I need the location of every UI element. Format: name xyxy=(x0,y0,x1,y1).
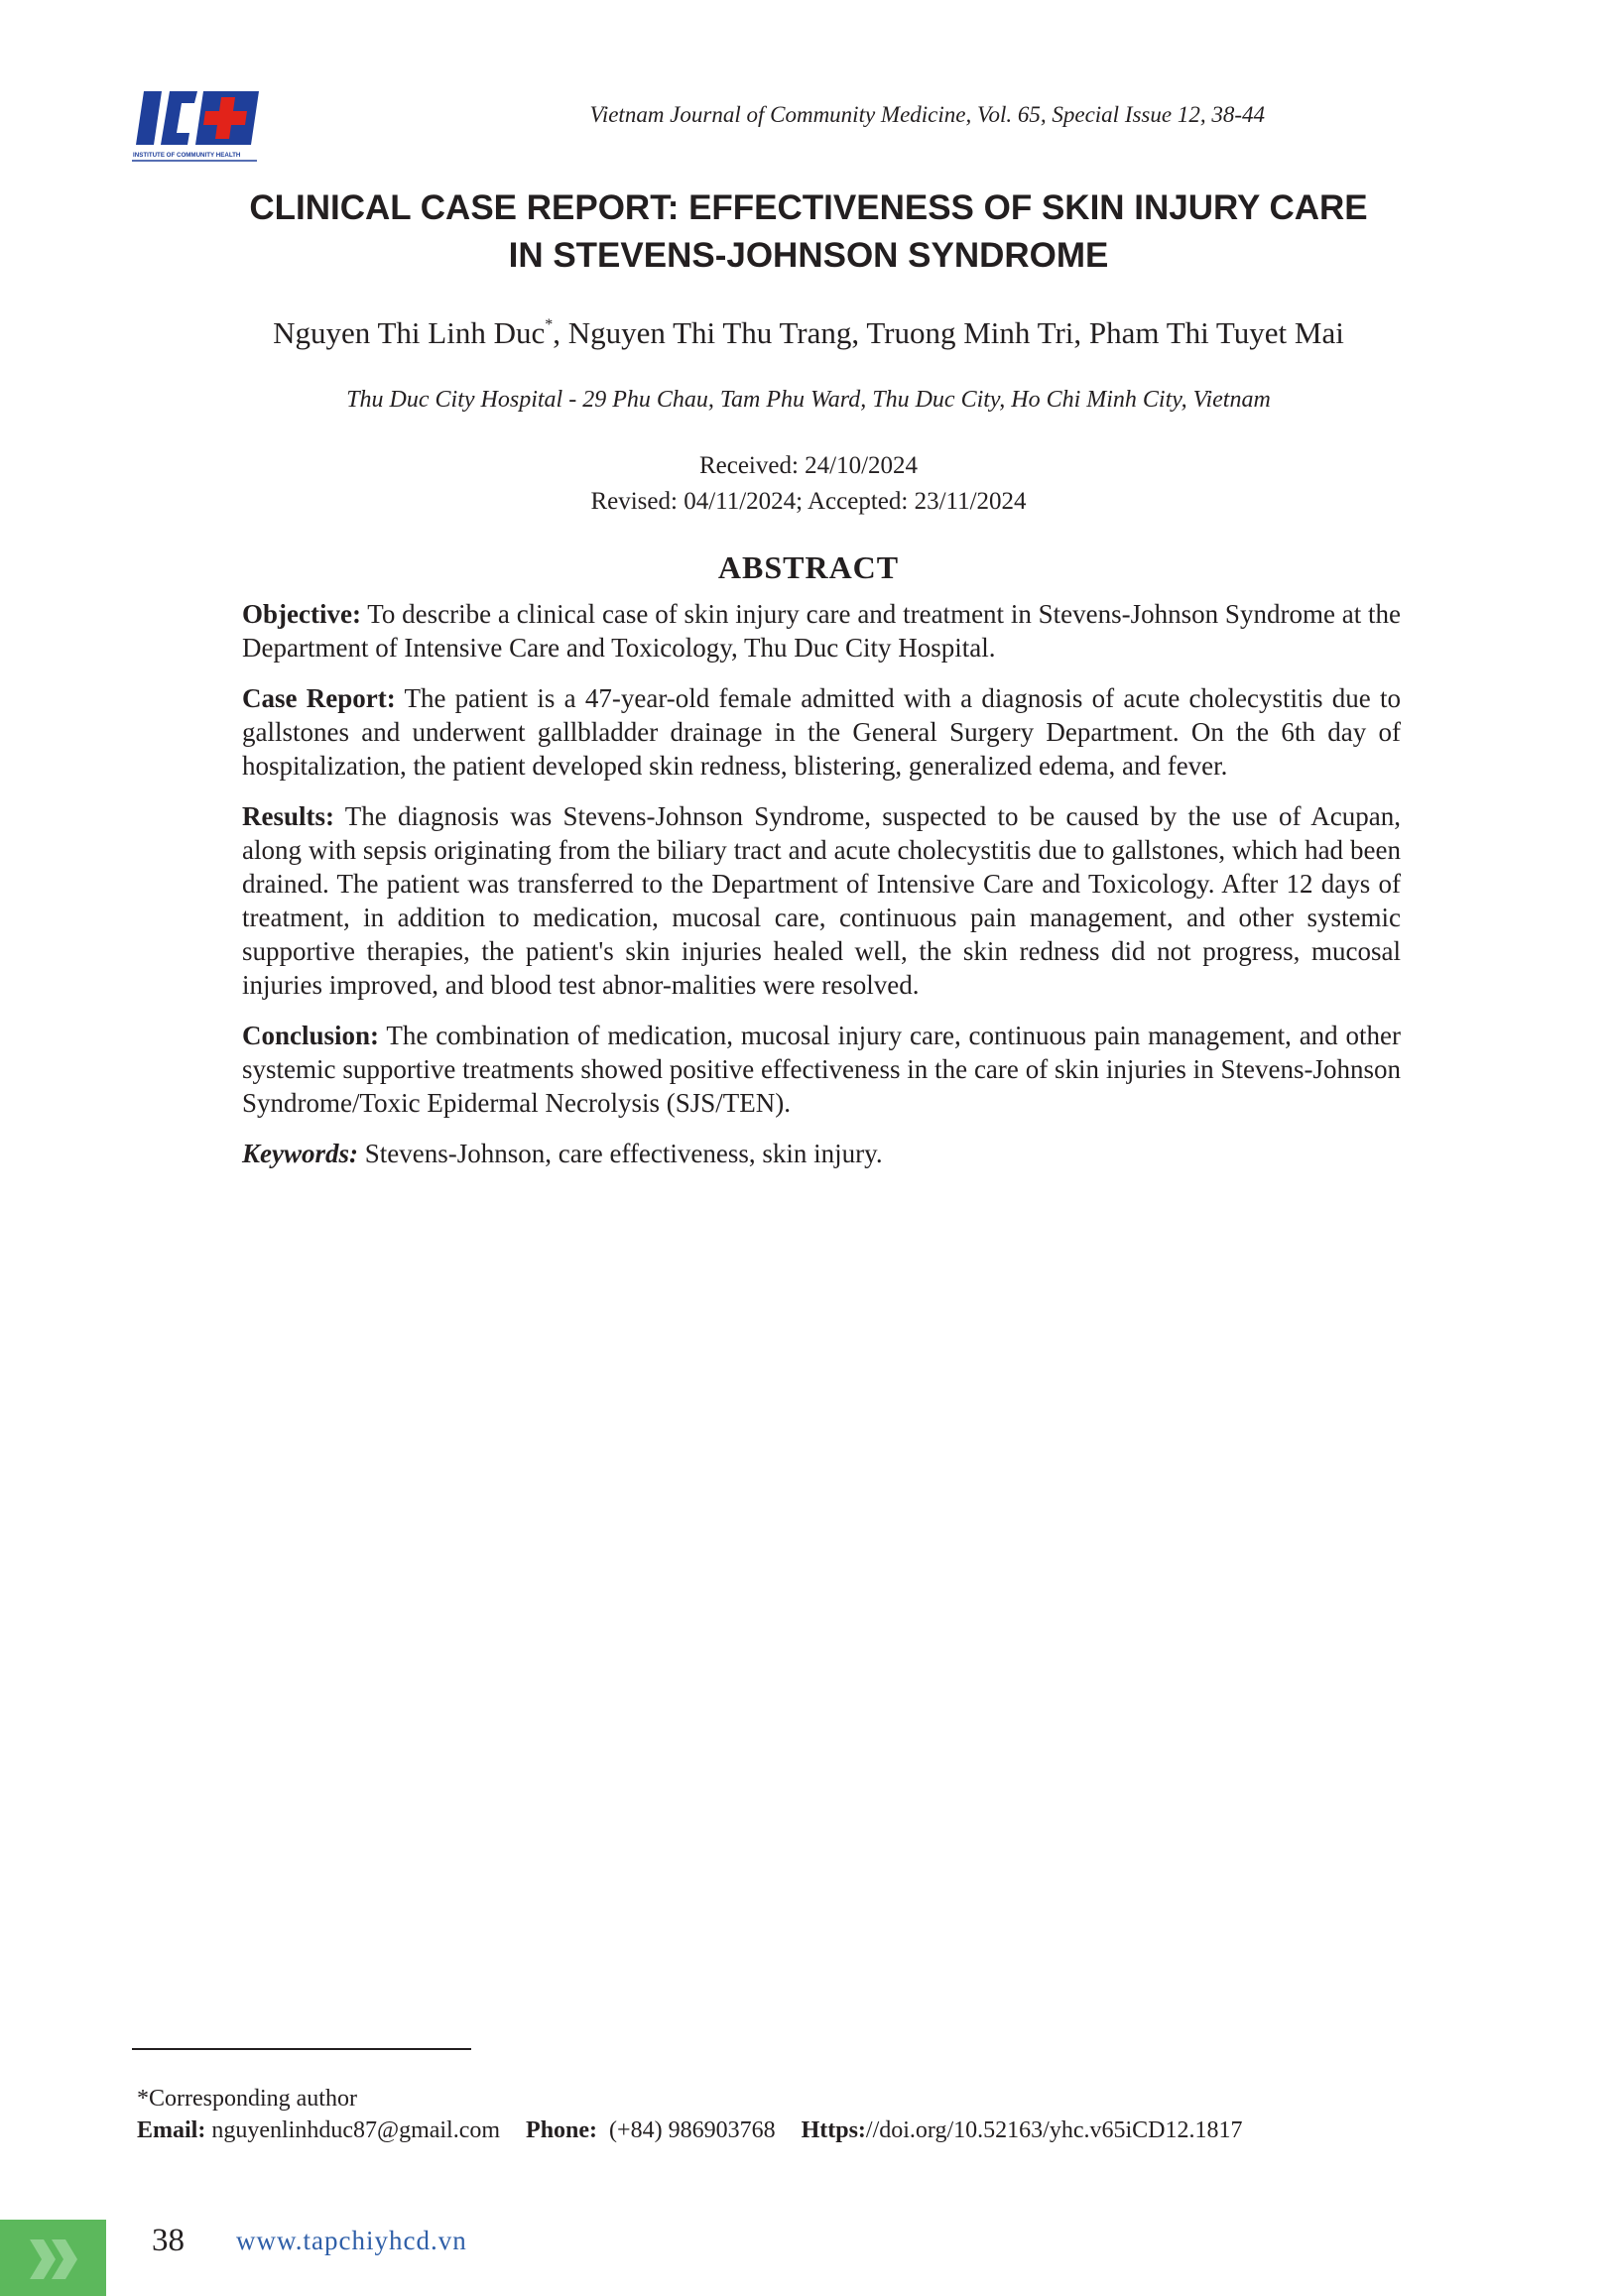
https-label: Https: xyxy=(801,2117,866,2143)
case-report-text: The patient is a 47-year-old female admitted with a diagnosis of acute cholecystitis due to gallstones and underwent gallbladder drainage in the General Surgery Department. On the 6th day of hospitalization, the patient developed skin redness, blistering, generalized edema, and fever. xyxy=(242,683,1401,781)
contact-line xyxy=(137,2115,1242,2146)
author-rest: , Nguyen Thi Thu Trang, Truong Minh Tri, Pham Thi Tuyet Mai xyxy=(553,315,1344,350)
running-head: Vietnam Journal of Community Medicine, Vol. 65, Special Issue 12, 38-44 xyxy=(589,102,1265,127)
footer-green-tab xyxy=(0,2220,106,2296)
email-label: Email: xyxy=(137,2117,206,2143)
objective-label: Objective: xyxy=(242,599,361,629)
revised-accepted-date: Revised: 04/11/2024; Accepted: 23/11/2024 xyxy=(590,488,1027,515)
results-text: The diagnosis was Stevens-Johnson Syndrome, suspected to be caused by the use of Acupan, along with sepsis originating from the biliary tract and acute cholecystitis due to gallstones, which had been drained. The patient was transferred to the Department of Intensive Care and Toxicology. After 12 days of treatment, in addition to medication, mucosal care, continuous pain management, and other systemic supportive therapies, the patient's skin injuries healed well, the skin redness did not progress, mucosal injuries improved, and blood test abnor-malities were resolved. xyxy=(242,801,1401,1000)
footnote-divider xyxy=(132,2048,471,2050)
phone-number: (+84) 986903768 xyxy=(597,2117,776,2143)
abstract-body xyxy=(242,597,1401,1187)
email-link[interactable]: nguyenlinhduc87@gmail.com xyxy=(205,2117,501,2143)
conclusion-label: Conclusion: xyxy=(242,1021,380,1050)
abstract-case-report xyxy=(242,681,1401,783)
journal-website-link[interactable]: www.tapchiyhcd.vn xyxy=(236,2226,467,2255)
phone-label: Phone: xyxy=(526,2117,598,2143)
double-chevron-icon xyxy=(30,2239,81,2279)
affiliation: Thu Duc City Hospital - 29 Phu Chau, Tam Phu Ward, Thu Duc City, Ho Chi Minh City, Vietnam xyxy=(346,387,1271,413)
author-list xyxy=(198,315,1419,351)
abstract-heading: ABSTRACT xyxy=(717,549,900,585)
title-line-1: CLINICAL CASE REPORT: EFFECTIVENESS OF SKIN INJURY CARE xyxy=(249,188,1368,227)
received-date: Received: 24/10/2024 xyxy=(698,452,919,479)
results-label: Results: xyxy=(242,801,334,831)
conclusion-text: The combination of medication, mucosal injury care, continuous pain management, and other systemic supportive treatments showed positive effectiveness in the care of skin injuries in Stevens-Johnson Syndrome/Toxic Epidermal Necrolysis (SJS/TEN). xyxy=(242,1021,1401,1118)
objective-text: To describe a clinical case of skin injury care and treatment in Stevens-Johnson Syndrome at the Department of Intensive Care and Toxicology, Thu Duc City Hospital. xyxy=(242,599,1401,663)
abstract-conclusion xyxy=(242,1019,1401,1120)
corresponding-mark: * xyxy=(545,316,554,333)
article-dates xyxy=(198,448,1419,520)
abstract-objective xyxy=(242,597,1401,665)
keywords-text: Stevens-Johnson, care effectiveness, skin injury. xyxy=(358,1139,883,1168)
page-number: 38 xyxy=(152,2223,185,2258)
keywords-label: Keywords: xyxy=(242,1139,358,1168)
doi-link[interactable]: //doi.org/10.52163/yhc.v65iCD12.1817 xyxy=(865,2117,1243,2143)
corresponding-author-note: *Corresponding author xyxy=(137,2086,357,2112)
logo-caption: INSTITUTE OF COMMUNITY HEALTH xyxy=(133,152,241,159)
abstract-results xyxy=(242,799,1401,1002)
title-line-2: IN STEVENS-JOHNSON SYNDROME xyxy=(508,236,1109,275)
footnote xyxy=(137,2083,1242,2146)
abstract-keywords xyxy=(242,1137,1401,1170)
article-title xyxy=(198,184,1419,280)
author-first: Nguyen Thi Linh Duc xyxy=(273,315,546,350)
case-report-label: Case Report: xyxy=(242,683,396,713)
